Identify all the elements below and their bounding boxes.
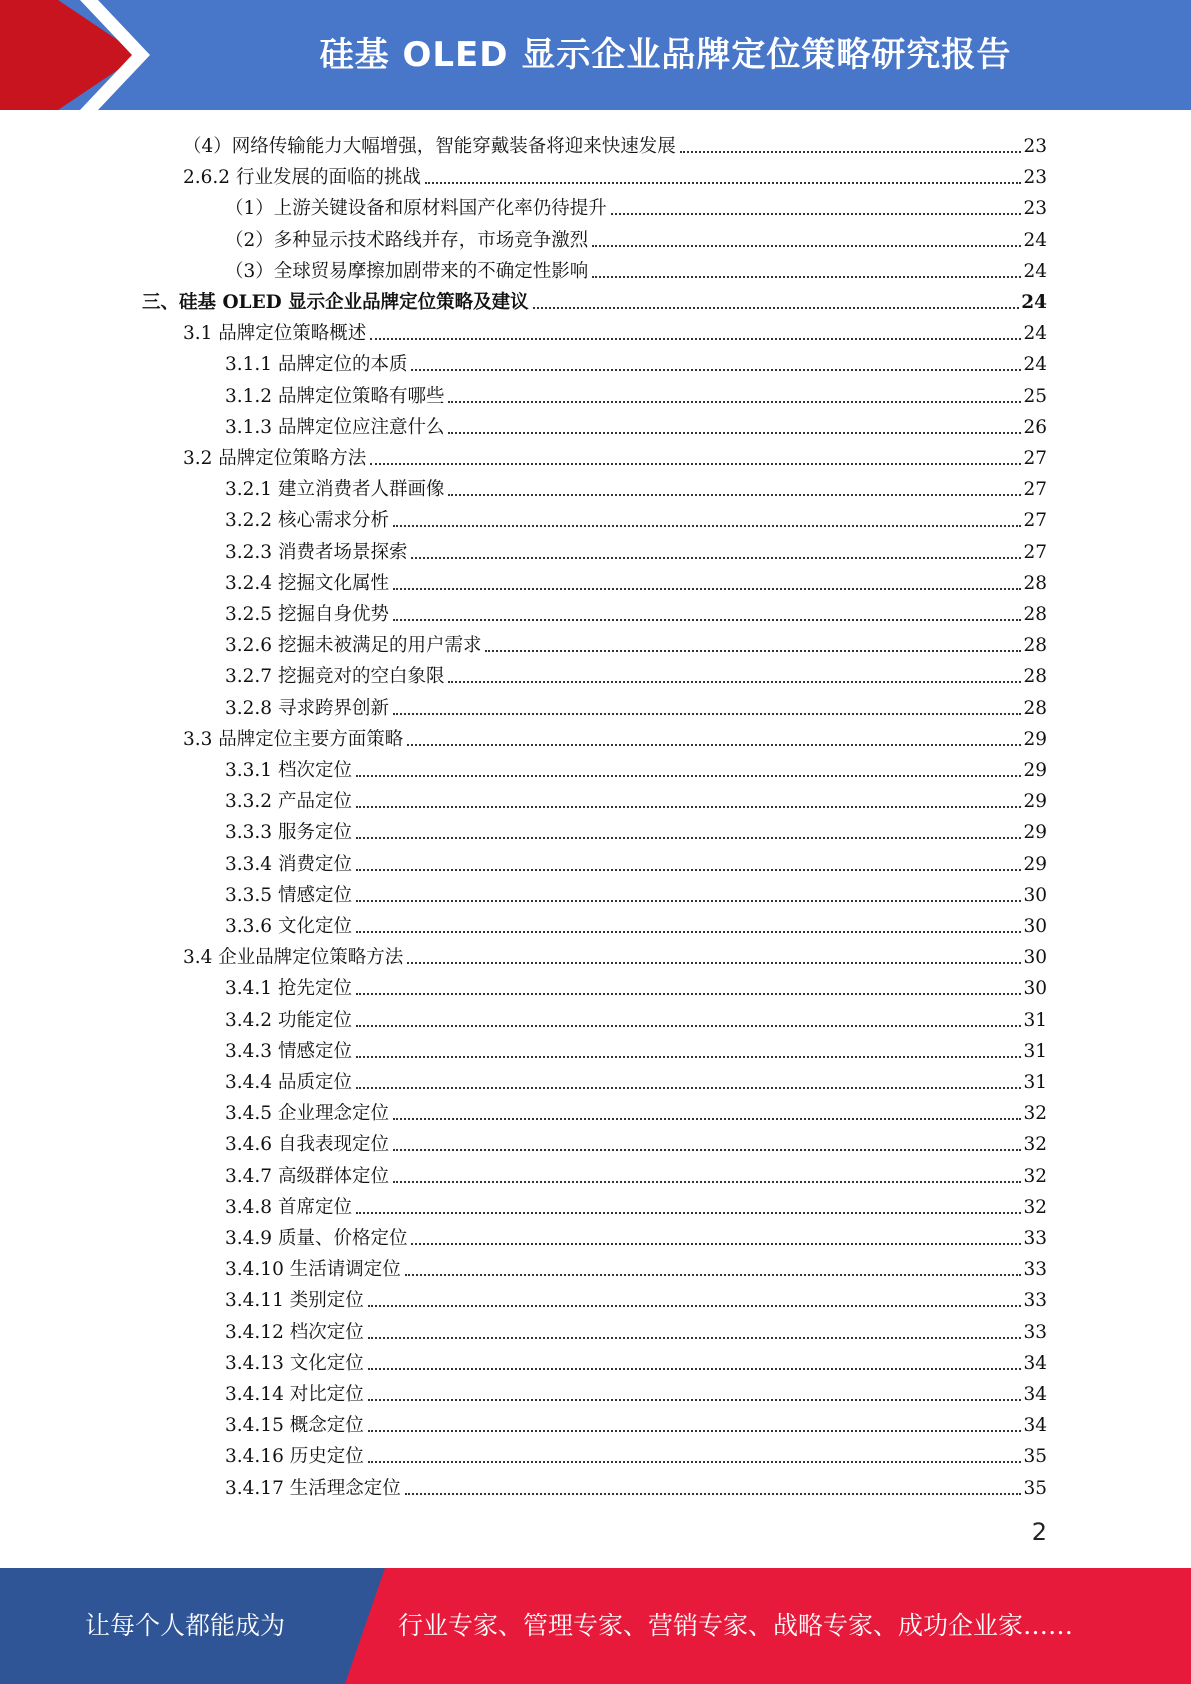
toc-entry[interactable] <box>225 751 1047 782</box>
toc-leader-dots <box>356 806 1022 808</box>
toc-entry-page: 33 <box>1023 1228 1047 1249</box>
toc-entry-label: 3.3.2 产品定位 <box>225 791 352 813</box>
toc-leader-dots <box>611 213 1022 215</box>
toc-entry[interactable] <box>183 158 1047 189</box>
toc-entry[interactable] <box>225 1375 1047 1406</box>
toc-entry-page: 31 <box>1023 1072 1047 1093</box>
toc-entry[interactable] <box>183 439 1047 470</box>
toc-entry-label: 3.1.3 品牌定位应注意什么 <box>225 416 445 438</box>
toc-entry-label: 3.2.4 挖掘文化属性 <box>225 572 389 594</box>
toc-entry-page: 32 <box>1023 1134 1047 1156</box>
toc-entry[interactable] <box>225 1032 1047 1063</box>
toc-entry-label: 3.4.7 高级群体定位 <box>225 1165 389 1187</box>
toc-entry-label: 3.4.4 品质定位 <box>225 1072 352 1093</box>
toc-entry[interactable] <box>225 408 1047 439</box>
toc-entry[interactable] <box>225 1437 1047 1468</box>
toc-entry-page: 32 <box>1023 1196 1047 1218</box>
toc-entry-label: 3.1.2 品牌定位策略有哪些 <box>225 385 445 407</box>
toc-leader-dots <box>368 1337 1022 1339</box>
toc-entry-label: 3.2 品牌定位策略方法 <box>183 448 367 469</box>
toc-entry[interactable] <box>225 564 1047 595</box>
toc-entry-label: 3.3.3 服务定位 <box>225 822 352 844</box>
toc-entry-label: 3.4 企业品牌定位策略方法 <box>183 947 404 969</box>
toc-entry[interactable] <box>225 595 1047 626</box>
footer-slogan-left: 让每个人都能成为 <box>84 1611 285 1640</box>
toc-entry-page: 29 <box>1023 853 1047 875</box>
toc-entry-label: 3.3 品牌定位主要方面策略 <box>183 728 404 750</box>
toc-leader-dots <box>405 1493 1022 1495</box>
toc-entry-label: 2.6.2 行业发展的面临的挑战 <box>183 167 421 189</box>
toc-entry-label: 3.4.10 生活请调定位 <box>225 1259 401 1281</box>
toc-entry-page: 23 <box>1023 198 1047 220</box>
toc-leader-dots <box>356 837 1022 839</box>
toc-entry[interactable] <box>225 1313 1047 1344</box>
toc-entry[interactable] <box>225 1281 1047 1312</box>
toc-leader-dots <box>356 931 1022 933</box>
toc-leader-dots <box>393 619 1021 621</box>
toc-entry-label: 3.4.12 档次定位 <box>225 1321 364 1343</box>
toc-entry-page: 28 <box>1023 604 1047 625</box>
toc-entry-label: 3.4.3 情感定位 <box>225 1040 352 1062</box>
toc-entry-page: 27 <box>1023 510 1047 532</box>
toc-leader-dots <box>370 338 1021 340</box>
toc-entry[interactable] <box>225 1188 1047 1219</box>
toc-leader-dots <box>393 1149 1021 1151</box>
toc-entry[interactable] <box>225 345 1047 376</box>
toc-leader-dots <box>356 900 1022 902</box>
toc-leader-dots <box>356 1087 1022 1089</box>
toc-entry[interactable] <box>225 470 1047 501</box>
toc-leader-dots <box>448 432 1021 434</box>
toc-entry-page: 28 <box>1023 572 1047 594</box>
toc-entry-label: 3.1.1 品牌定位的本质 <box>225 354 408 376</box>
toc-entry-label: 3.4.17 生活理念定位 <box>225 1477 401 1499</box>
toc-entry[interactable] <box>225 1250 1047 1281</box>
toc-entry[interactable] <box>225 1094 1047 1125</box>
toc-entry-label: 3.3.6 文化定位 <box>225 916 352 937</box>
toc-entry-page: 34 <box>1023 1415 1047 1437</box>
toc-entry[interactable] <box>183 938 1047 969</box>
toc-entry-page: 27 <box>1023 479 1047 501</box>
toc-leader-dots <box>368 1430 1022 1432</box>
toc-entry-label: 3.4.9 质量、价格定位 <box>225 1228 408 1249</box>
toc-entry-label: 3.4.11 类别定位 <box>225 1290 364 1312</box>
toc-entry-page: 24 <box>1021 292 1047 313</box>
page-header <box>0 0 1191 110</box>
toc-entry-page: 29 <box>1023 760 1047 781</box>
toc-leader-dots <box>368 1368 1022 1370</box>
toc-entry-page: 33 <box>1023 1259 1047 1281</box>
toc-entry-label: 3.2.3 消费者场景探索 <box>225 541 408 563</box>
toc-entry-page: 34 <box>1023 1384 1047 1405</box>
toc-entry-label: 3.1 品牌定位策略概述 <box>183 323 367 345</box>
toc-entry[interactable] <box>225 1157 1047 1188</box>
toc-leader-dots <box>393 1181 1021 1183</box>
toc-leader-dots <box>393 525 1021 527</box>
toc-entry-label: 3.4.6 自我表现定位 <box>225 1134 389 1156</box>
toc-leader-dots <box>393 1118 1021 1120</box>
toc-entry[interactable] <box>225 689 1047 720</box>
toc-entry[interactable] <box>225 189 1047 220</box>
toc-leader-dots <box>368 1305 1022 1307</box>
toc-entry[interactable] <box>225 1125 1047 1156</box>
toc-entry-label: 3.2.5 挖掘自身优势 <box>225 604 389 625</box>
toc-leader-dots <box>448 401 1021 403</box>
toc-entry-label: 3.4.1 抢先定位 <box>225 978 352 1000</box>
toc-entry-page: 31 <box>1023 1040 1047 1062</box>
toc-leader-dots <box>411 1243 1021 1245</box>
toc-entry[interactable] <box>225 657 1047 688</box>
toc-entry-label: （2）多种显示技术路线并存，市场竞争激烈 <box>225 229 589 251</box>
toc-entry-label: （4）网络传输能力大幅增强，智能穿戴装备将迎来快速发展 <box>183 136 676 157</box>
toc-entry-page: 33 <box>1023 1290 1047 1312</box>
toc-entry-page: 24 <box>1023 260 1047 282</box>
toc-entry[interactable] <box>183 720 1047 751</box>
toc-entry-page: 25 <box>1023 385 1047 407</box>
toc-leader-dots <box>393 588 1021 590</box>
toc-entry-page: 31 <box>1023 1009 1047 1031</box>
toc-entry[interactable] <box>225 626 1047 657</box>
toc-entry[interactable] <box>225 813 1047 844</box>
toc-entry[interactable] <box>225 782 1047 813</box>
toc-entry-label: 3.3.4 消费定位 <box>225 853 352 875</box>
toc-leader-dots <box>425 182 1021 184</box>
toc-leader-dots <box>356 1056 1022 1058</box>
toc-entry-page: 26 <box>1023 416 1047 438</box>
toc-entry-label: 3.4.13 文化定位 <box>225 1352 364 1374</box>
toc-entry[interactable] <box>183 127 1047 158</box>
toc-entry[interactable] <box>225 907 1047 938</box>
toc-entry-label: 3.4.5 企业理念定位 <box>225 1103 389 1125</box>
toc-entry-page: 24 <box>1023 323 1047 345</box>
toc-entry-label: 3.2.2 核心需求分析 <box>225 510 389 532</box>
toc-leader-dots <box>407 744 1021 746</box>
toc-entry-label: 三、硅基 OLED 显示企业品牌定位策略及建议 <box>142 292 529 313</box>
footer-slogan-right: 行业专家、管理专家、营销专家、战略专家、成功企业家…… <box>398 1611 1074 1640</box>
toc-leader-dots <box>448 681 1021 683</box>
toc-leader-dots <box>368 1399 1022 1401</box>
toc-leader-dots <box>448 494 1021 496</box>
toc-entry-page: 30 <box>1023 978 1047 1000</box>
toc-entry[interactable] <box>225 377 1047 408</box>
toc-entry[interactable] <box>225 501 1047 532</box>
toc-leader-dots <box>485 650 1021 652</box>
toc-entry-page: 27 <box>1023 448 1047 469</box>
toc-leader-dots <box>680 151 1022 153</box>
toc-leader-dots <box>356 1212 1022 1214</box>
toc-entry-page: 34 <box>1023 1352 1047 1374</box>
toc-entry-page: 30 <box>1023 947 1047 969</box>
toc-entry-page: 35 <box>1023 1446 1047 1468</box>
header-title: 硅基 OLED 显示企业品牌定位策略研究报告 <box>319 35 1012 75</box>
toc-entry-page: 32 <box>1023 1103 1047 1125</box>
toc-entry[interactable] <box>142 283 1047 314</box>
toc-entry[interactable] <box>225 1219 1047 1250</box>
toc-entry-label: 3.4.8 首席定位 <box>225 1196 352 1218</box>
toc-entry-label: （3）全球贸易摩擦加剧带来的不确定性影响 <box>225 260 589 282</box>
toc-leader-dots <box>405 1274 1022 1276</box>
toc-leader-dots <box>356 775 1022 777</box>
toc-entry-page: 30 <box>1023 884 1047 906</box>
toc-entry[interactable] <box>225 1001 1047 1032</box>
toc-entry[interactable] <box>225 845 1047 876</box>
toc-entry-label: 3.4.16 历史定位 <box>225 1446 364 1468</box>
toc-entry-label: 3.3.5 情感定位 <box>225 884 352 906</box>
toc-entry-page: 29 <box>1023 822 1047 844</box>
toc-leader-dots <box>356 1025 1022 1027</box>
toc-leader-dots <box>592 245 1021 247</box>
toc-entry-label: 3.4.2 功能定位 <box>225 1009 352 1031</box>
toc-entry-page: 28 <box>1023 666 1047 688</box>
toc-entry-page: 28 <box>1023 697 1047 719</box>
toc-entry[interactable] <box>225 533 1047 564</box>
toc-entry[interactable] <box>225 1406 1047 1437</box>
toc-leader-dots <box>370 463 1021 465</box>
toc-entry-page: 29 <box>1023 728 1047 750</box>
toc-entry-label: 3.2.7 挖掘竞对的空白象限 <box>225 666 445 688</box>
page-number: 2 <box>1031 1518 1047 1546</box>
toc-leader-dots <box>407 962 1021 964</box>
toc-entry[interactable] <box>183 314 1047 345</box>
header-red-arrow <box>0 0 140 110</box>
toc-entry-page: 23 <box>1023 167 1047 189</box>
toc-entry[interactable] <box>225 252 1047 283</box>
toc-entry-page: 30 <box>1023 916 1047 937</box>
toc-entry-page: 23 <box>1023 136 1047 157</box>
toc-leader-dots <box>533 307 1020 309</box>
toc-leader-dots <box>356 993 1022 995</box>
toc-leader-dots <box>411 557 1021 559</box>
toc-entry-label: 3.4.15 概念定位 <box>225 1415 364 1437</box>
toc-entry[interactable] <box>225 876 1047 907</box>
page-footer <box>0 1568 1191 1684</box>
toc-entry[interactable] <box>225 1344 1047 1375</box>
toc-leader-dots <box>592 276 1021 278</box>
toc-entry-label: 3.2.6 挖掘未被满足的用户需求 <box>225 635 482 657</box>
toc-entry-label: 3.3.1 档次定位 <box>225 760 352 781</box>
toc-entry-page: 27 <box>1023 541 1047 563</box>
toc-entry-page: 35 <box>1023 1477 1047 1499</box>
toc-entry-page: 28 <box>1023 635 1047 657</box>
toc-entry-page: 29 <box>1023 791 1047 813</box>
toc-entry-page: 24 <box>1023 354 1047 376</box>
toc-leader-dots <box>356 869 1022 871</box>
toc-leader-dots <box>368 1461 1022 1463</box>
toc-entry-page: 24 <box>1023 229 1047 251</box>
toc-leader-dots <box>411 369 1021 371</box>
toc-entry-label: 3.2.8 寻求跨界创新 <box>225 697 389 719</box>
toc-entry[interactable] <box>225 1469 1047 1500</box>
toc-leader-dots <box>393 713 1021 715</box>
toc-entry[interactable] <box>225 1063 1047 1094</box>
toc-entry-page: 33 <box>1023 1321 1047 1343</box>
toc-entry[interactable] <box>225 221 1047 252</box>
toc-entry-label: （1）上游关键设备和原材料国产化率仍待提升 <box>225 198 607 220</box>
toc-entry-page: 32 <box>1023 1165 1047 1187</box>
toc-entry-label: 3.2.1 建立消费者人群画像 <box>225 479 445 501</box>
toc-entry[interactable] <box>225 969 1047 1000</box>
toc-entry-label: 3.4.14 对比定位 <box>225 1384 364 1405</box>
